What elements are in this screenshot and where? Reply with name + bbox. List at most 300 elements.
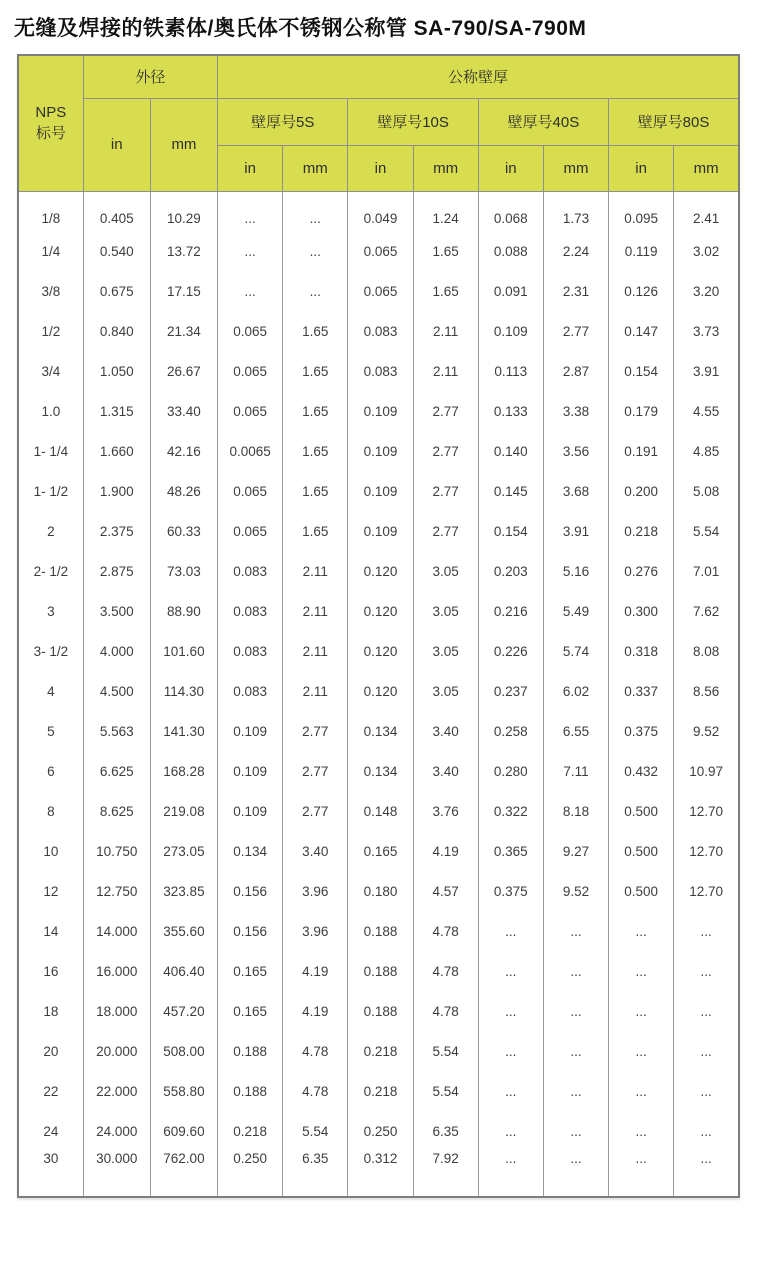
- value-cell: 0.188: [218, 1071, 283, 1111]
- value-cell: 0.065: [218, 511, 283, 551]
- value-cell: 0.405: [83, 191, 150, 231]
- value-cell: 10.29: [150, 191, 217, 231]
- value-cell: 1.65: [283, 511, 348, 551]
- value-cell: 0.218: [609, 511, 674, 551]
- value-cell: 0.322: [478, 791, 543, 831]
- value-cell: 3.40: [413, 751, 478, 791]
- value-cell: 0.083: [218, 591, 283, 631]
- value-cell: 5.08: [674, 471, 739, 511]
- value-cell: ...: [218, 191, 283, 231]
- value-cell: 0.156: [218, 871, 283, 911]
- value-cell: 0.148: [348, 791, 413, 831]
- value-cell: 4.78: [283, 1071, 348, 1111]
- nps-label-line2: 标号: [35, 125, 66, 143]
- value-cell: 7.92: [413, 1151, 478, 1197]
- value-cell: 12.70: [674, 791, 739, 831]
- value-cell: 3.40: [413, 711, 478, 751]
- od-in-header: in: [83, 98, 150, 191]
- value-cell: 9.52: [543, 871, 608, 911]
- value-cell: 2.11: [283, 551, 348, 591]
- value-cell: 114.30: [150, 671, 217, 711]
- 80s-mm-header: mm: [674, 145, 739, 191]
- value-cell: 8.56: [674, 671, 739, 711]
- table-row: [18, 1111, 739, 1151]
- nps-size-cell: 14: [18, 911, 83, 951]
- value-cell: 0.540: [83, 231, 150, 271]
- value-cell: 0.200: [609, 471, 674, 511]
- value-cell: 1.65: [413, 271, 478, 311]
- nps-label-line1: NPS: [35, 103, 67, 121]
- value-cell: 0.083: [348, 311, 413, 351]
- value-cell: 3.20: [674, 271, 739, 311]
- value-cell: 0.068: [478, 191, 543, 231]
- table-row: [18, 191, 739, 231]
- value-cell: 0.0065: [218, 431, 283, 471]
- value-cell: 0.109: [348, 471, 413, 511]
- value-cell: 3.68: [543, 471, 608, 511]
- value-cell: 3.05: [413, 591, 478, 631]
- value-cell: 2.77: [543, 311, 608, 351]
- value-cell: 26.67: [150, 351, 217, 391]
- value-cell: ...: [609, 911, 674, 951]
- value-cell: ...: [609, 1031, 674, 1071]
- nps-size-cell: 3/4: [18, 351, 83, 391]
- value-cell: 0.083: [348, 351, 413, 391]
- value-cell: ...: [283, 191, 348, 231]
- table-row: [18, 1071, 739, 1111]
- value-cell: 48.26: [150, 471, 217, 511]
- header-row-1: [18, 55, 739, 98]
- value-cell: 0.365: [478, 831, 543, 871]
- table-row: [18, 471, 739, 511]
- value-cell: 5.54: [413, 1071, 478, 1111]
- value-cell: 7.11: [543, 751, 608, 791]
- value-cell: 141.30: [150, 711, 217, 751]
- value-cell: 0.095: [609, 191, 674, 231]
- value-cell: 4.78: [413, 911, 478, 951]
- value-cell: 0.156: [218, 911, 283, 951]
- value-cell: ...: [543, 1151, 608, 1197]
- value-cell: ...: [543, 1111, 608, 1151]
- nps-size-cell: 20: [18, 1031, 83, 1071]
- nps-size-cell: 18: [18, 991, 83, 1031]
- 40s-in-header: in: [478, 145, 543, 191]
- value-cell: 3.500: [83, 591, 150, 631]
- 80s-in-header: in: [609, 145, 674, 191]
- value-cell: 6.625: [83, 751, 150, 791]
- value-cell: 16.000: [83, 951, 150, 991]
- value-cell: 0.109: [218, 711, 283, 751]
- value-cell: 0.312: [348, 1151, 413, 1197]
- value-cell: 0.147: [609, 311, 674, 351]
- value-cell: 8.08: [674, 631, 739, 671]
- value-cell: 0.165: [348, 831, 413, 871]
- value-cell: ...: [674, 1111, 739, 1151]
- value-cell: 3.40: [283, 831, 348, 871]
- value-cell: 0.180: [348, 871, 413, 911]
- value-cell: 5.563: [83, 711, 150, 751]
- value-cell: 0.188: [348, 951, 413, 991]
- value-cell: ...: [543, 1031, 608, 1071]
- value-cell: ...: [543, 951, 608, 991]
- value-cell: 5.54: [283, 1111, 348, 1151]
- schedule-10s-header: 壁厚号10S: [348, 98, 478, 145]
- value-cell: 0.109: [348, 431, 413, 471]
- value-cell: 3.76: [413, 791, 478, 831]
- table-row: [18, 311, 739, 351]
- value-cell: ...: [609, 1111, 674, 1151]
- value-cell: 219.08: [150, 791, 217, 831]
- value-cell: 6.35: [413, 1111, 478, 1151]
- value-cell: 3.91: [543, 511, 608, 551]
- schedule-40s-header: 壁厚号40S: [478, 98, 608, 145]
- nps-size-cell: 12: [18, 871, 83, 911]
- pipe-spec-table: [17, 54, 740, 1198]
- value-cell: 273.05: [150, 831, 217, 871]
- value-cell: 0.109: [478, 311, 543, 351]
- page-title: 无缝及焊接的铁素体/奥氏体不锈钢公称管 SA-790/SA-790M: [14, 17, 587, 40]
- value-cell: 4.19: [413, 831, 478, 871]
- table-row: [18, 871, 739, 911]
- value-cell: 0.109: [218, 751, 283, 791]
- value-cell: 0.126: [609, 271, 674, 311]
- value-cell: 4.000: [83, 631, 150, 671]
- value-cell: 0.188: [348, 991, 413, 1031]
- value-cell: ...: [218, 231, 283, 271]
- outer-diameter-header: 外径: [83, 55, 217, 98]
- value-cell: 4.78: [413, 951, 478, 991]
- value-cell: 60.33: [150, 511, 217, 551]
- value-cell: 3.38: [543, 391, 608, 431]
- value-cell: 88.90: [150, 591, 217, 631]
- value-cell: 12.70: [674, 871, 739, 911]
- table-row: [18, 751, 739, 791]
- value-cell: 4.85: [674, 431, 739, 471]
- value-cell: 24.000: [83, 1111, 150, 1151]
- value-cell: 0.109: [348, 511, 413, 551]
- nps-size-cell: 1/8: [18, 191, 83, 231]
- nps-size-cell: 4: [18, 671, 83, 711]
- value-cell: 2.11: [283, 671, 348, 711]
- value-cell: 0.500: [609, 871, 674, 911]
- value-cell: 6.02: [543, 671, 608, 711]
- schedule-5s-header: 壁厚号5S: [218, 98, 348, 145]
- value-cell: 0.120: [348, 591, 413, 631]
- value-cell: 0.065: [348, 231, 413, 271]
- value-cell: 6.55: [543, 711, 608, 751]
- value-cell: 0.318: [609, 631, 674, 671]
- table-row: [18, 711, 739, 751]
- value-cell: ...: [478, 1071, 543, 1111]
- value-cell: ...: [674, 1151, 739, 1197]
- value-cell: 1.660: [83, 431, 150, 471]
- value-cell: 12.750: [83, 871, 150, 911]
- value-cell: 0.237: [478, 671, 543, 711]
- 40s-mm-header: mm: [543, 145, 608, 191]
- value-cell: ...: [609, 991, 674, 1031]
- value-cell: 101.60: [150, 631, 217, 671]
- value-cell: 17.15: [150, 271, 217, 311]
- value-cell: 10.750: [83, 831, 150, 871]
- value-cell: 4.500: [83, 671, 150, 711]
- table-row: [18, 631, 739, 671]
- value-cell: 1.65: [413, 231, 478, 271]
- value-cell: 0.154: [609, 351, 674, 391]
- value-cell: 1.65: [283, 391, 348, 431]
- value-cell: 42.16: [150, 431, 217, 471]
- value-cell: 0.065: [218, 311, 283, 351]
- value-cell: 6.35: [283, 1151, 348, 1197]
- value-cell: 4.19: [283, 991, 348, 1031]
- value-cell: 1.315: [83, 391, 150, 431]
- value-cell: 73.03: [150, 551, 217, 591]
- value-cell: 1.65: [283, 311, 348, 351]
- nps-size-cell: 2: [18, 511, 83, 551]
- nps-size-cell: 1/2: [18, 311, 83, 351]
- value-cell: 2.77: [413, 471, 478, 511]
- table-row: [18, 791, 739, 831]
- value-cell: 3.96: [283, 871, 348, 911]
- value-cell: 0.091: [478, 271, 543, 311]
- nps-size-cell: 16: [18, 951, 83, 991]
- table-row: [18, 991, 739, 1031]
- value-cell: 168.28: [150, 751, 217, 791]
- value-cell: 0.140: [478, 431, 543, 471]
- value-cell: ...: [543, 991, 608, 1031]
- value-cell: 14.000: [83, 911, 150, 951]
- value-cell: ...: [543, 1071, 608, 1111]
- value-cell: 762.00: [150, 1151, 217, 1197]
- value-cell: 508.00: [150, 1031, 217, 1071]
- value-cell: 0.840: [83, 311, 150, 351]
- value-cell: 0.250: [348, 1111, 413, 1151]
- value-cell: 0.083: [218, 631, 283, 671]
- table-row: [18, 351, 739, 391]
- value-cell: 7.62: [674, 591, 739, 631]
- value-cell: 323.85: [150, 871, 217, 911]
- value-cell: 2.77: [413, 511, 478, 551]
- value-cell: 0.203: [478, 551, 543, 591]
- value-cell: 0.500: [609, 831, 674, 871]
- table-row: [18, 591, 739, 631]
- value-cell: 8.18: [543, 791, 608, 831]
- value-cell: ...: [283, 231, 348, 271]
- value-cell: 0.088: [478, 231, 543, 271]
- value-cell: 3.91: [674, 351, 739, 391]
- value-cell: 13.72: [150, 231, 217, 271]
- value-cell: 0.165: [218, 951, 283, 991]
- value-cell: 0.280: [478, 751, 543, 791]
- value-cell: 0.134: [348, 751, 413, 791]
- table-row: [18, 951, 739, 991]
- value-cell: 3.05: [413, 671, 478, 711]
- table-row: [18, 1151, 739, 1197]
- value-cell: 0.276: [609, 551, 674, 591]
- value-cell: 0.375: [609, 711, 674, 751]
- value-cell: 2.11: [283, 591, 348, 631]
- value-cell: 2.77: [283, 711, 348, 751]
- value-cell: 0.109: [218, 791, 283, 831]
- header-row-2: [18, 98, 739, 145]
- value-cell: 22.000: [83, 1071, 150, 1111]
- value-cell: 9.52: [674, 711, 739, 751]
- value-cell: 0.218: [348, 1071, 413, 1111]
- value-cell: 0.154: [478, 511, 543, 551]
- value-cell: 0.432: [609, 751, 674, 791]
- table-row: [18, 1031, 739, 1071]
- value-cell: 2.77: [413, 391, 478, 431]
- value-cell: ...: [478, 1031, 543, 1071]
- nps-size-cell: 3: [18, 591, 83, 631]
- value-cell: 5.54: [674, 511, 739, 551]
- value-cell: 1.73: [543, 191, 608, 231]
- value-cell: 1.65: [283, 471, 348, 511]
- value-cell: ...: [478, 1151, 543, 1197]
- value-cell: 0.216: [478, 591, 543, 631]
- value-cell: 1.900: [83, 471, 150, 511]
- value-cell: 0.065: [218, 471, 283, 511]
- value-cell: 12.70: [674, 831, 739, 871]
- value-cell: 0.300: [609, 591, 674, 631]
- value-cell: 0.191: [609, 431, 674, 471]
- value-cell: ...: [543, 911, 608, 951]
- value-cell: 0.218: [218, 1111, 283, 1151]
- value-cell: 2.77: [413, 431, 478, 471]
- value-cell: 2.11: [283, 631, 348, 671]
- value-cell: 4.19: [283, 951, 348, 991]
- value-cell: 33.40: [150, 391, 217, 431]
- value-cell: 609.60: [150, 1111, 217, 1151]
- value-cell: ...: [478, 991, 543, 1031]
- 5s-in-header: in: [218, 145, 283, 191]
- nps-size-cell: 1- 1/4: [18, 431, 83, 471]
- value-cell: 0.065: [218, 351, 283, 391]
- value-cell: ...: [218, 271, 283, 311]
- value-cell: 3.05: [413, 631, 478, 671]
- value-cell: 0.675: [83, 271, 150, 311]
- value-cell: 0.134: [348, 711, 413, 751]
- value-cell: 3.73: [674, 311, 739, 351]
- value-cell: 0.083: [218, 671, 283, 711]
- value-cell: 4.78: [283, 1031, 348, 1071]
- value-cell: 406.40: [150, 951, 217, 991]
- value-cell: ...: [674, 1031, 739, 1071]
- nps-size-cell: 6: [18, 751, 83, 791]
- value-cell: 0.179: [609, 391, 674, 431]
- value-cell: 1.65: [283, 431, 348, 471]
- table-body: [18, 191, 739, 1197]
- value-cell: 0.065: [348, 271, 413, 311]
- table-row: [18, 391, 739, 431]
- value-cell: 0.165: [218, 991, 283, 1031]
- value-cell: 0.500: [609, 791, 674, 831]
- 10s-mm-header: mm: [413, 145, 478, 191]
- value-cell: 2.875: [83, 551, 150, 591]
- value-cell: 5.74: [543, 631, 608, 671]
- table-row: [18, 671, 739, 711]
- value-cell: 2.375: [83, 511, 150, 551]
- nps-size-cell: 24: [18, 1111, 83, 1151]
- value-cell: 4.55: [674, 391, 739, 431]
- 10s-in-header: in: [348, 145, 413, 191]
- value-cell: 3.96: [283, 911, 348, 951]
- 5s-mm-header: mm: [283, 145, 348, 191]
- nps-size-cell: 1.0: [18, 391, 83, 431]
- value-cell: 4.78: [413, 991, 478, 1031]
- value-cell: 1.65: [283, 351, 348, 391]
- value-cell: 2.41: [674, 191, 739, 231]
- schedule-80s-header: 壁厚号80S: [609, 98, 739, 145]
- value-cell: 3.05: [413, 551, 478, 591]
- value-cell: 0.119: [609, 231, 674, 271]
- value-cell: 0.049: [348, 191, 413, 231]
- nps-size-cell: 10: [18, 831, 83, 871]
- value-cell: 0.134: [218, 831, 283, 871]
- nominal-wall-header: 公称壁厚: [218, 55, 739, 98]
- value-cell: ...: [674, 991, 739, 1031]
- nps-size-cell: 3- 1/2: [18, 631, 83, 671]
- table-row: [18, 231, 739, 271]
- nps-size-cell: 2- 1/2: [18, 551, 83, 591]
- value-cell: 3.56: [543, 431, 608, 471]
- value-cell: 1.050: [83, 351, 150, 391]
- value-cell: 0.109: [348, 391, 413, 431]
- value-cell: 0.375: [478, 871, 543, 911]
- value-cell: 0.188: [348, 911, 413, 951]
- value-cell: 0.083: [218, 551, 283, 591]
- value-cell: ...: [478, 911, 543, 951]
- value-cell: 2.87: [543, 351, 608, 391]
- value-cell: 0.120: [348, 671, 413, 711]
- value-cell: 3.02: [674, 231, 739, 271]
- value-cell: ...: [674, 911, 739, 951]
- nps-size-cell: 8: [18, 791, 83, 831]
- table-header: [18, 55, 739, 191]
- value-cell: ...: [609, 1151, 674, 1197]
- value-cell: ...: [478, 1111, 543, 1151]
- value-cell: ...: [674, 1071, 739, 1111]
- value-cell: 1.24: [413, 191, 478, 231]
- value-cell: ...: [609, 951, 674, 991]
- value-cell: 5.54: [413, 1031, 478, 1071]
- table-row: [18, 431, 739, 471]
- value-cell: 5.16: [543, 551, 608, 591]
- table-row: [18, 831, 739, 871]
- value-cell: 5.49: [543, 591, 608, 631]
- value-cell: 2.11: [413, 351, 478, 391]
- value-cell: 20.000: [83, 1031, 150, 1071]
- value-cell: 0.258: [478, 711, 543, 751]
- table-row: [18, 551, 739, 591]
- value-cell: 2.11: [413, 311, 478, 351]
- nps-header-cell: [18, 55, 83, 191]
- nps-size-cell: 5: [18, 711, 83, 751]
- value-cell: 18.000: [83, 991, 150, 1031]
- value-cell: 2.77: [283, 751, 348, 791]
- value-cell: 8.625: [83, 791, 150, 831]
- value-cell: 10.97: [674, 751, 739, 791]
- value-cell: 0.337: [609, 671, 674, 711]
- value-cell: 4.57: [413, 871, 478, 911]
- value-cell: 0.065: [218, 391, 283, 431]
- value-cell: 355.60: [150, 911, 217, 951]
- nps-size-cell: 1- 1/2: [18, 471, 83, 511]
- value-cell: 558.80: [150, 1071, 217, 1111]
- value-cell: ...: [674, 951, 739, 991]
- value-cell: 0.113: [478, 351, 543, 391]
- value-cell: 7.01: [674, 551, 739, 591]
- od-mm-header: mm: [150, 98, 217, 191]
